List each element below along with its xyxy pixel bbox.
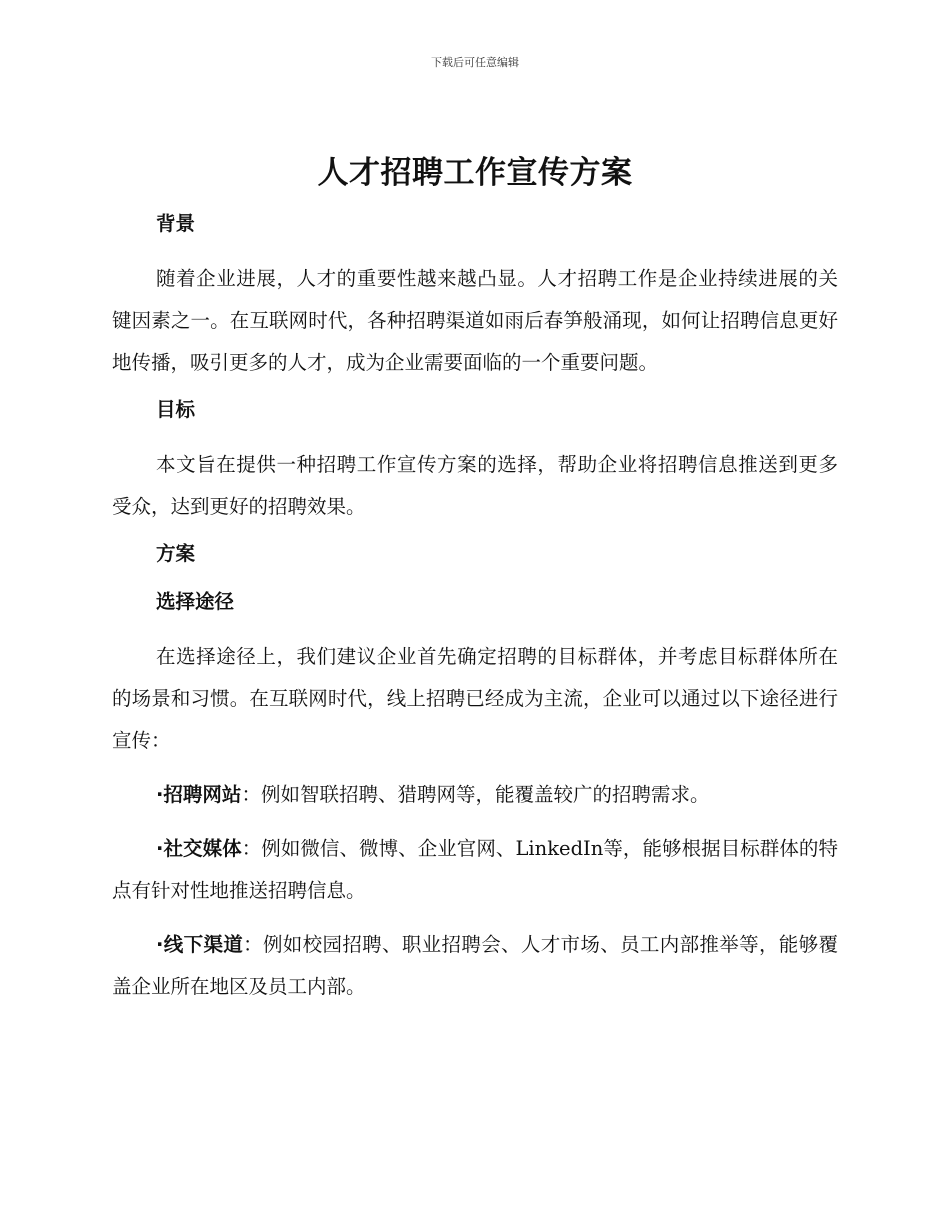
subheading-channels: 选择途径 [156, 590, 235, 613]
bullet-term: 社交媒体 [163, 837, 242, 860]
bullet-marker: · [156, 837, 164, 860]
bullet-term: 线下渠道 [163, 933, 244, 956]
document-body [112, 150, 838, 1020]
paragraph-channels: 在选择途径上，我们建议企业首先确定招聘的目标群体，并考虑目标群体所在的场景和习惯。在互联网时代，线上招聘已经成为主流，企业可以通过以下途径进行宣传： [112, 645, 838, 752]
bullet-recruiting-sites [112, 774, 838, 816]
heading-goal: 目标 [156, 398, 196, 421]
bullet-text: 例如智联招聘、猎聘网等，能覆盖较广的招聘需求。 [260, 783, 710, 806]
heading-background: 背景 [156, 212, 196, 235]
bullet-marker: · [156, 933, 164, 956]
bullet-term: 招聘网站 [163, 783, 242, 806]
bullet-separator: ： [243, 933, 263, 956]
heading-plan: 方案 [156, 542, 196, 565]
bullet-social-media [112, 828, 838, 912]
bullet-marker: · [156, 783, 164, 806]
bullet-separator: ： [241, 837, 262, 860]
bullet-offline-channels [112, 924, 838, 1008]
paragraph-background: 随着企业进展，人才的重要性越来越凸显。人才招聘工作是企业持续进展的关键因素之一。在互联网时代，各种招聘渠道如雨后春笋般涌现，如何让招聘信息更好地传播，吸引更多的人才，成为企业需要面临的一个重要问题。 [112, 267, 838, 374]
page-header: 下载后可任意编辑 [431, 56, 519, 69]
paragraph-goal: 本文旨在提供一种招聘工作宣传方案的选择，帮助企业将招聘信息推送到更多受众，达到更好的招聘效果。 [112, 453, 838, 518]
document-title: 人才招聘工作宣传方案 [317, 155, 633, 191]
bullet-text: 例如校园招聘、职业招聘会、人才市场、员工内部推举等，能够覆盖企业所在地区及员工内部。 [112, 933, 838, 998]
bullet-text: 例如微信、微博、企业官网、LinkedIn等，能够根据目标群体的特点有针对性地推送招聘信息。 [112, 837, 838, 902]
bullet-separator: ： [241, 783, 261, 806]
